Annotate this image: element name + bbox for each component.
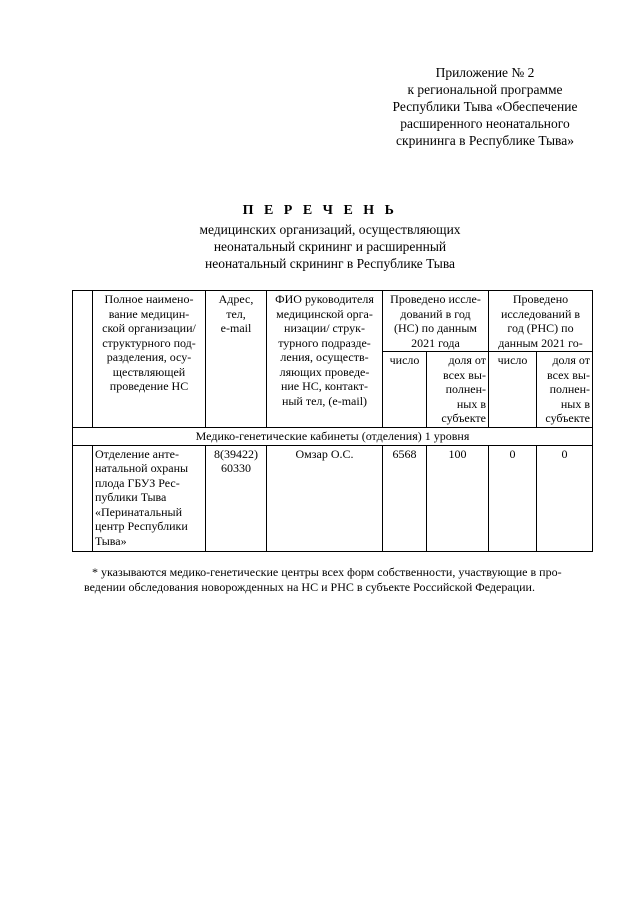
ns-count-header: число	[383, 352, 427, 428]
ns-count-cell: 6568	[383, 445, 427, 551]
subtitle-line: неонатальный скрининг в Республике Тыва	[204, 256, 456, 271]
rns-header-cell: Проведено исследований в год (РНС) по данным 2021 го-	[489, 291, 593, 352]
organizations-table	[72, 290, 593, 552]
rns-count-cell: 0	[489, 445, 537, 551]
rns-count-header: число	[489, 352, 537, 428]
head-cell: Омзар О.С.	[267, 445, 383, 551]
footnote	[84, 565, 612, 595]
section-label-row: Медико-генетические кабинеты (отделения) 1 уровня	[73, 428, 593, 446]
ns-share-cell: 100	[427, 445, 489, 551]
head-header-cell: ФИО руководителя медицинской орга- низации/ струк- турного подразде- ления, осуществ- ляющих проведе- ние НС, контакт- ный тел, (e-mail)	[267, 291, 383, 428]
ns-share-header: доля от всех вы- полнен- ных в субъекте	[427, 352, 489, 428]
footnote-line: * указываются медико-генетические центры всех форм собственности, участвующие в про-	[92, 565, 562, 579]
footnote-line: ведении обследования новорожденных на НС и РНС в субъекте Российской Федерации.	[84, 580, 535, 594]
appendix-line: к региональной программе	[407, 82, 563, 97]
rns-share-cell: 0	[537, 445, 593, 551]
appendix-header	[360, 64, 610, 149]
appendix-line: скрининга в Республике Тыва»	[396, 133, 574, 148]
subtitle-line: неонатальный скрининг и расширенный	[213, 239, 447, 254]
rns-share-header: доля от всех вы- полнен- ных в субъекте	[537, 352, 593, 428]
ns-header-cell: Проведено иссле- дований в год (НС) по данным 2021 года	[383, 291, 489, 352]
document-title: П Е Р Е Ч Е Н Ь	[242, 203, 398, 218]
address-header-cell: Адрес, тел, e-mail	[206, 291, 267, 428]
subtitle-line: медицинских организаций, осуществляющих	[199, 222, 461, 237]
org-header-cell: Полное наимено- вание медицин- ской организации/ структурного под- разделения, осу- ществляющей проведение НС	[93, 291, 206, 428]
table-row	[73, 445, 593, 551]
number-header-cell	[73, 291, 93, 428]
org-name-cell: Отделение анте- натальной охраны плода ГБУЗ Рес- публики Тыва «Перинатальный центр Республики Тыва»	[93, 445, 206, 551]
row-number-cell	[73, 445, 93, 551]
appendix-line: расширенного неонатального	[400, 116, 570, 131]
address-cell: 8(39422) 60330	[206, 445, 267, 551]
appendix-line: Приложение № 2	[435, 65, 535, 80]
appendix-line: Республики Тыва «Обеспечение	[392, 99, 578, 114]
document-subtitle	[150, 221, 510, 272]
